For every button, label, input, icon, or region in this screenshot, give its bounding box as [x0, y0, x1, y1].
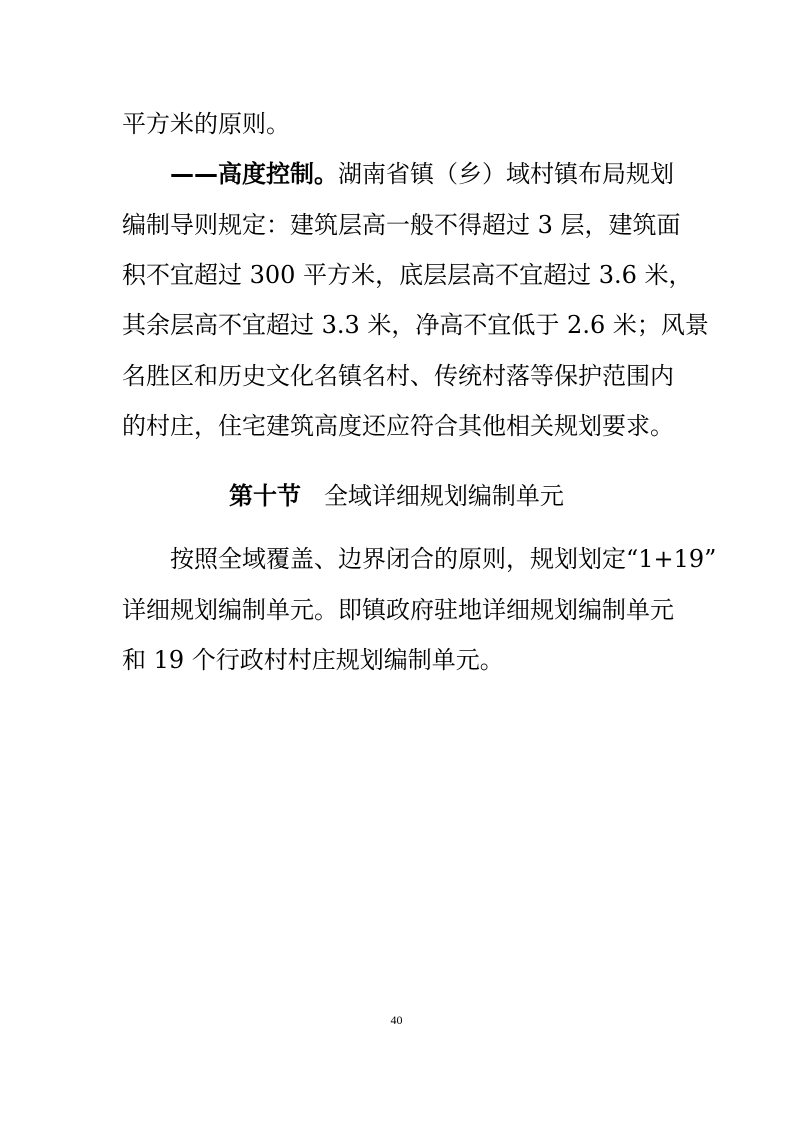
paragraph-line: 积不宜超过 300 平方米，底层层高不宜超过 3.6 米， [122, 261, 693, 289]
paragraph-line: 编制导则规定：建筑层高一般不得超过 3 层，建筑面 [122, 211, 681, 239]
paragraph-line: 和 19 个行政村村庄规划编制单元。 [122, 646, 504, 674]
inline-heading-height-control: ——高度控制。 [170, 160, 338, 188]
paragraph-line: 按照全域覆盖、边界闭合的原则，规划划定“1+19” [170, 545, 717, 573]
paragraph-line: 详细规划编制单元。即镇政府驻地详细规划编制单元 [122, 596, 674, 624]
section-number: 第十节 [229, 482, 302, 510]
section-title: 全域详细规划编制单元 [323, 482, 564, 510]
paragraph-line: 名胜区和历史文化名镇名村、传统村落等保护范围内 [122, 362, 674, 390]
paragraph-line: 平方米的原则。 [122, 110, 290, 138]
paragraph-line [170, 159, 674, 189]
paragraph-line: 其余层高不宜超过 3.3 米，净高不宜低于 2.6 米；风景 [122, 311, 709, 339]
paragraph-line: 的村庄，住宅建筑高度还应符合其他相关规划要求。 [122, 412, 674, 440]
page-number: 40 [390, 1013, 403, 1027]
section-heading [0, 481, 793, 511]
paragraph-text: 湖南省镇（乡）域村镇布局规划 [338, 160, 674, 188]
